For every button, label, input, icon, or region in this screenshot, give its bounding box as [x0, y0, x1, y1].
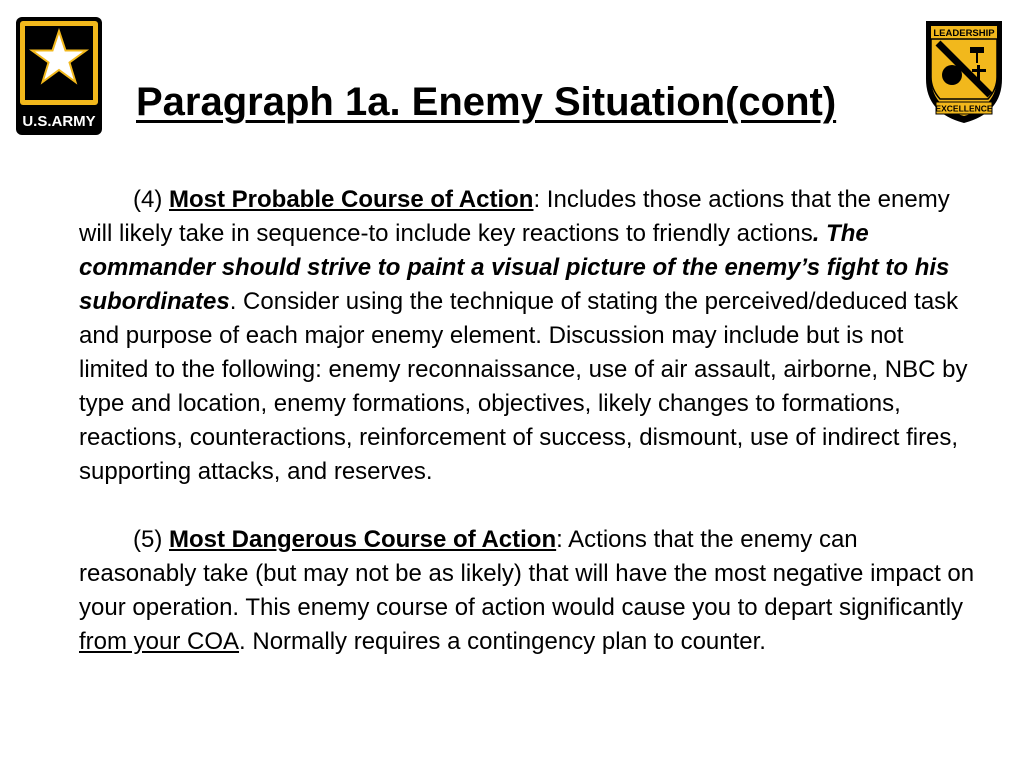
paragraph-most-dangerous-coa [79, 523, 979, 659]
paragraph-number: (5) [133, 526, 169, 553]
paragraph-text: : Actions that the enemy can reasonably take (but may not be as likely) that will have the most negative impact on your operation. This enemy course of action would cause you to depart significantly [79, 526, 975, 621]
paragraph-text: : Includes those actions that the enemy will likely take in sequence-to include key reactions to friendly actions [79, 186, 950, 247]
paragraph-heading: Most Dangerous Course of Action [169, 526, 557, 553]
crest-top-text: LEADERSHIP [933, 28, 995, 39]
crest-bottom-text: EXCELLENCE [935, 103, 993, 114]
paragraph-emphasis: . The commander should strive to paint a visual picture of the enemy’s fight to his subordinates [79, 220, 950, 315]
helmet-icon [942, 65, 962, 85]
sword-icon [977, 65, 980, 83]
paragraph-text: . Normally requires a contingency plan to counter. [239, 628, 766, 655]
paragraph-text: . Consider using the technique of stating the perceived/deduced task and purpose of each major enemy element. Discussion may include but is not limited to the following: enemy reconnaissance, use of air assault, airborne, NBC by type and location, enemy formations, objectives, likely changes to formations, reactions, counteractions, reinforcement of success, dismount, use of indirect fires, supporting attacks, and reserves. [79, 288, 968, 485]
paragraph-most-probable-coa [79, 183, 979, 489]
leadership-excellence-crest [922, 17, 1006, 125]
slide-title: Paragraph 1a. Enemy Situation(cont) [136, 80, 837, 124]
paragraph-heading: Most Probable Course of Action [169, 186, 534, 213]
us-army-logo [16, 17, 102, 135]
paragraph-number: (4) [133, 186, 169, 213]
slide-body [79, 183, 979, 659]
underlined-phrase: from your COA [79, 628, 240, 655]
army-logo-text: U.S.ARMY [22, 113, 96, 130]
